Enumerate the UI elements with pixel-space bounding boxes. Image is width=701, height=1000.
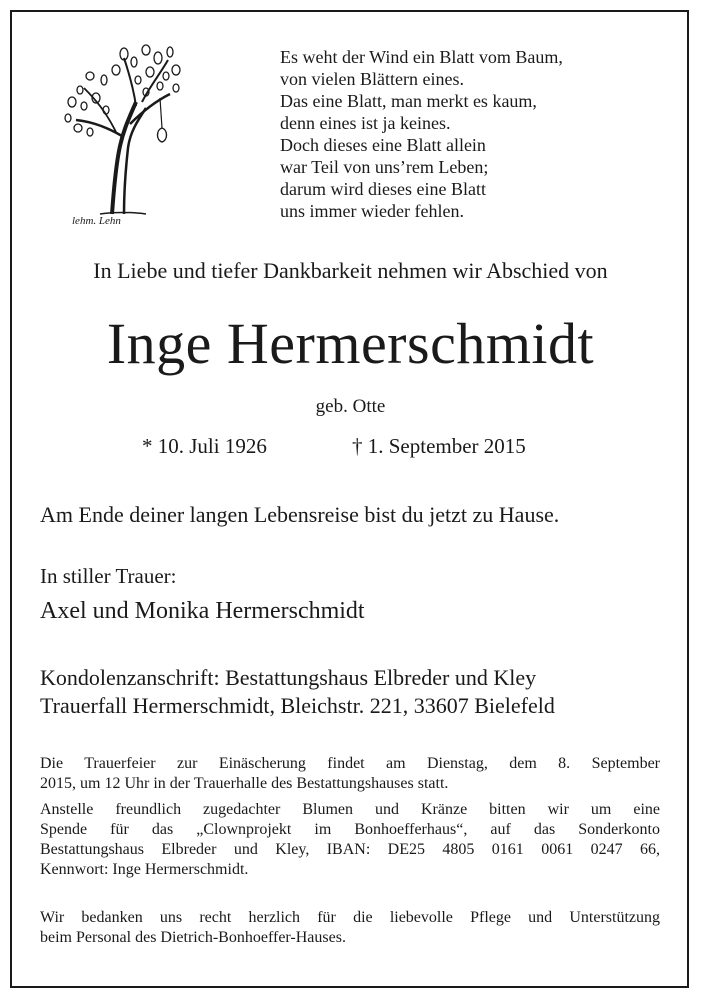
poem-line: war Teil von uns’rem Leben; <box>280 157 489 177</box>
address-line: Trauerfall Hermerschmidt, Bleichstr. 221, 33607 Bielefeld <box>40 693 555 718</box>
note-line: Wir bedanken uns recht herzlich für die liebevolle Pflege und Unterstützung <box>40 909 660 926</box>
mourners-names: Axel und Monika Hermerschmidt <box>40 598 365 624</box>
poem-line: Es weht der Wind ein Blatt vom Baum, <box>280 47 563 67</box>
poem-line: darum wird dieses eine Blatt <box>280 179 486 199</box>
tree-drawing-icon <box>50 36 190 236</box>
poem <box>280 46 563 222</box>
poem-line: Das eine Blatt, man merkt es kaum, <box>280 91 537 111</box>
note-line: 2015, um 12 Uhr in der Trauerhalle des Bestattungshauses statt. <box>40 775 449 792</box>
poem-line: uns immer wieder fehlen. <box>280 201 464 221</box>
maiden-name: geb. Otte <box>315 396 386 417</box>
artist-signature: lehm. Lehn <box>72 215 121 227</box>
ceremony-note <box>40 754 660 794</box>
address-line: Kondolenzanschrift: Bestattungshaus Elbreder und Kley <box>40 665 537 690</box>
note-line: Anstelle freundlich zugedachter Blumen und Kränze bitten wir um eine <box>40 801 660 818</box>
farewell-intro: In Liebe und tiefer Dankbarkeit nehmen wir Abschied von <box>93 258 608 283</box>
note-line: Bestattungshaus Elbreder und Kley, IBAN: DE25 4805 0161 0061 0247 66, <box>40 841 660 858</box>
birth-date: * 10. Juli 1926 <box>142 434 267 458</box>
mourning-label: In stiller Trauer: <box>40 564 177 588</box>
note-line: Die Trauerfeier zur Einäscherung findet am Dienstag, dem 8. September <box>40 755 660 772</box>
condolence-address <box>40 664 555 720</box>
memorial-quote: Am Ende deiner langen Lebensreise bist du jetzt zu Hause. <box>40 502 560 527</box>
note-line: beim Personal des Dietrich-Bonhoeffer-Hauses. <box>40 929 346 946</box>
death-date: † 1. September 2015 <box>352 434 526 458</box>
poem-line: Doch dieses eine Blatt allein <box>280 135 486 155</box>
deceased-name: Inge Hermerschmidt <box>106 311 595 376</box>
donation-note <box>40 800 660 880</box>
poem-line: denn eines ist ja keines. <box>280 113 451 133</box>
poem-line: von vielen Blättern eines. <box>280 69 464 89</box>
note-line: Kennwort: Inge Hermerschmidt. <box>40 861 249 878</box>
thanks-note <box>40 908 660 948</box>
note-line: Spende für das „Clownprojekt im Bonhoefferhaus“, auf das Sonderkonto <box>40 821 660 838</box>
